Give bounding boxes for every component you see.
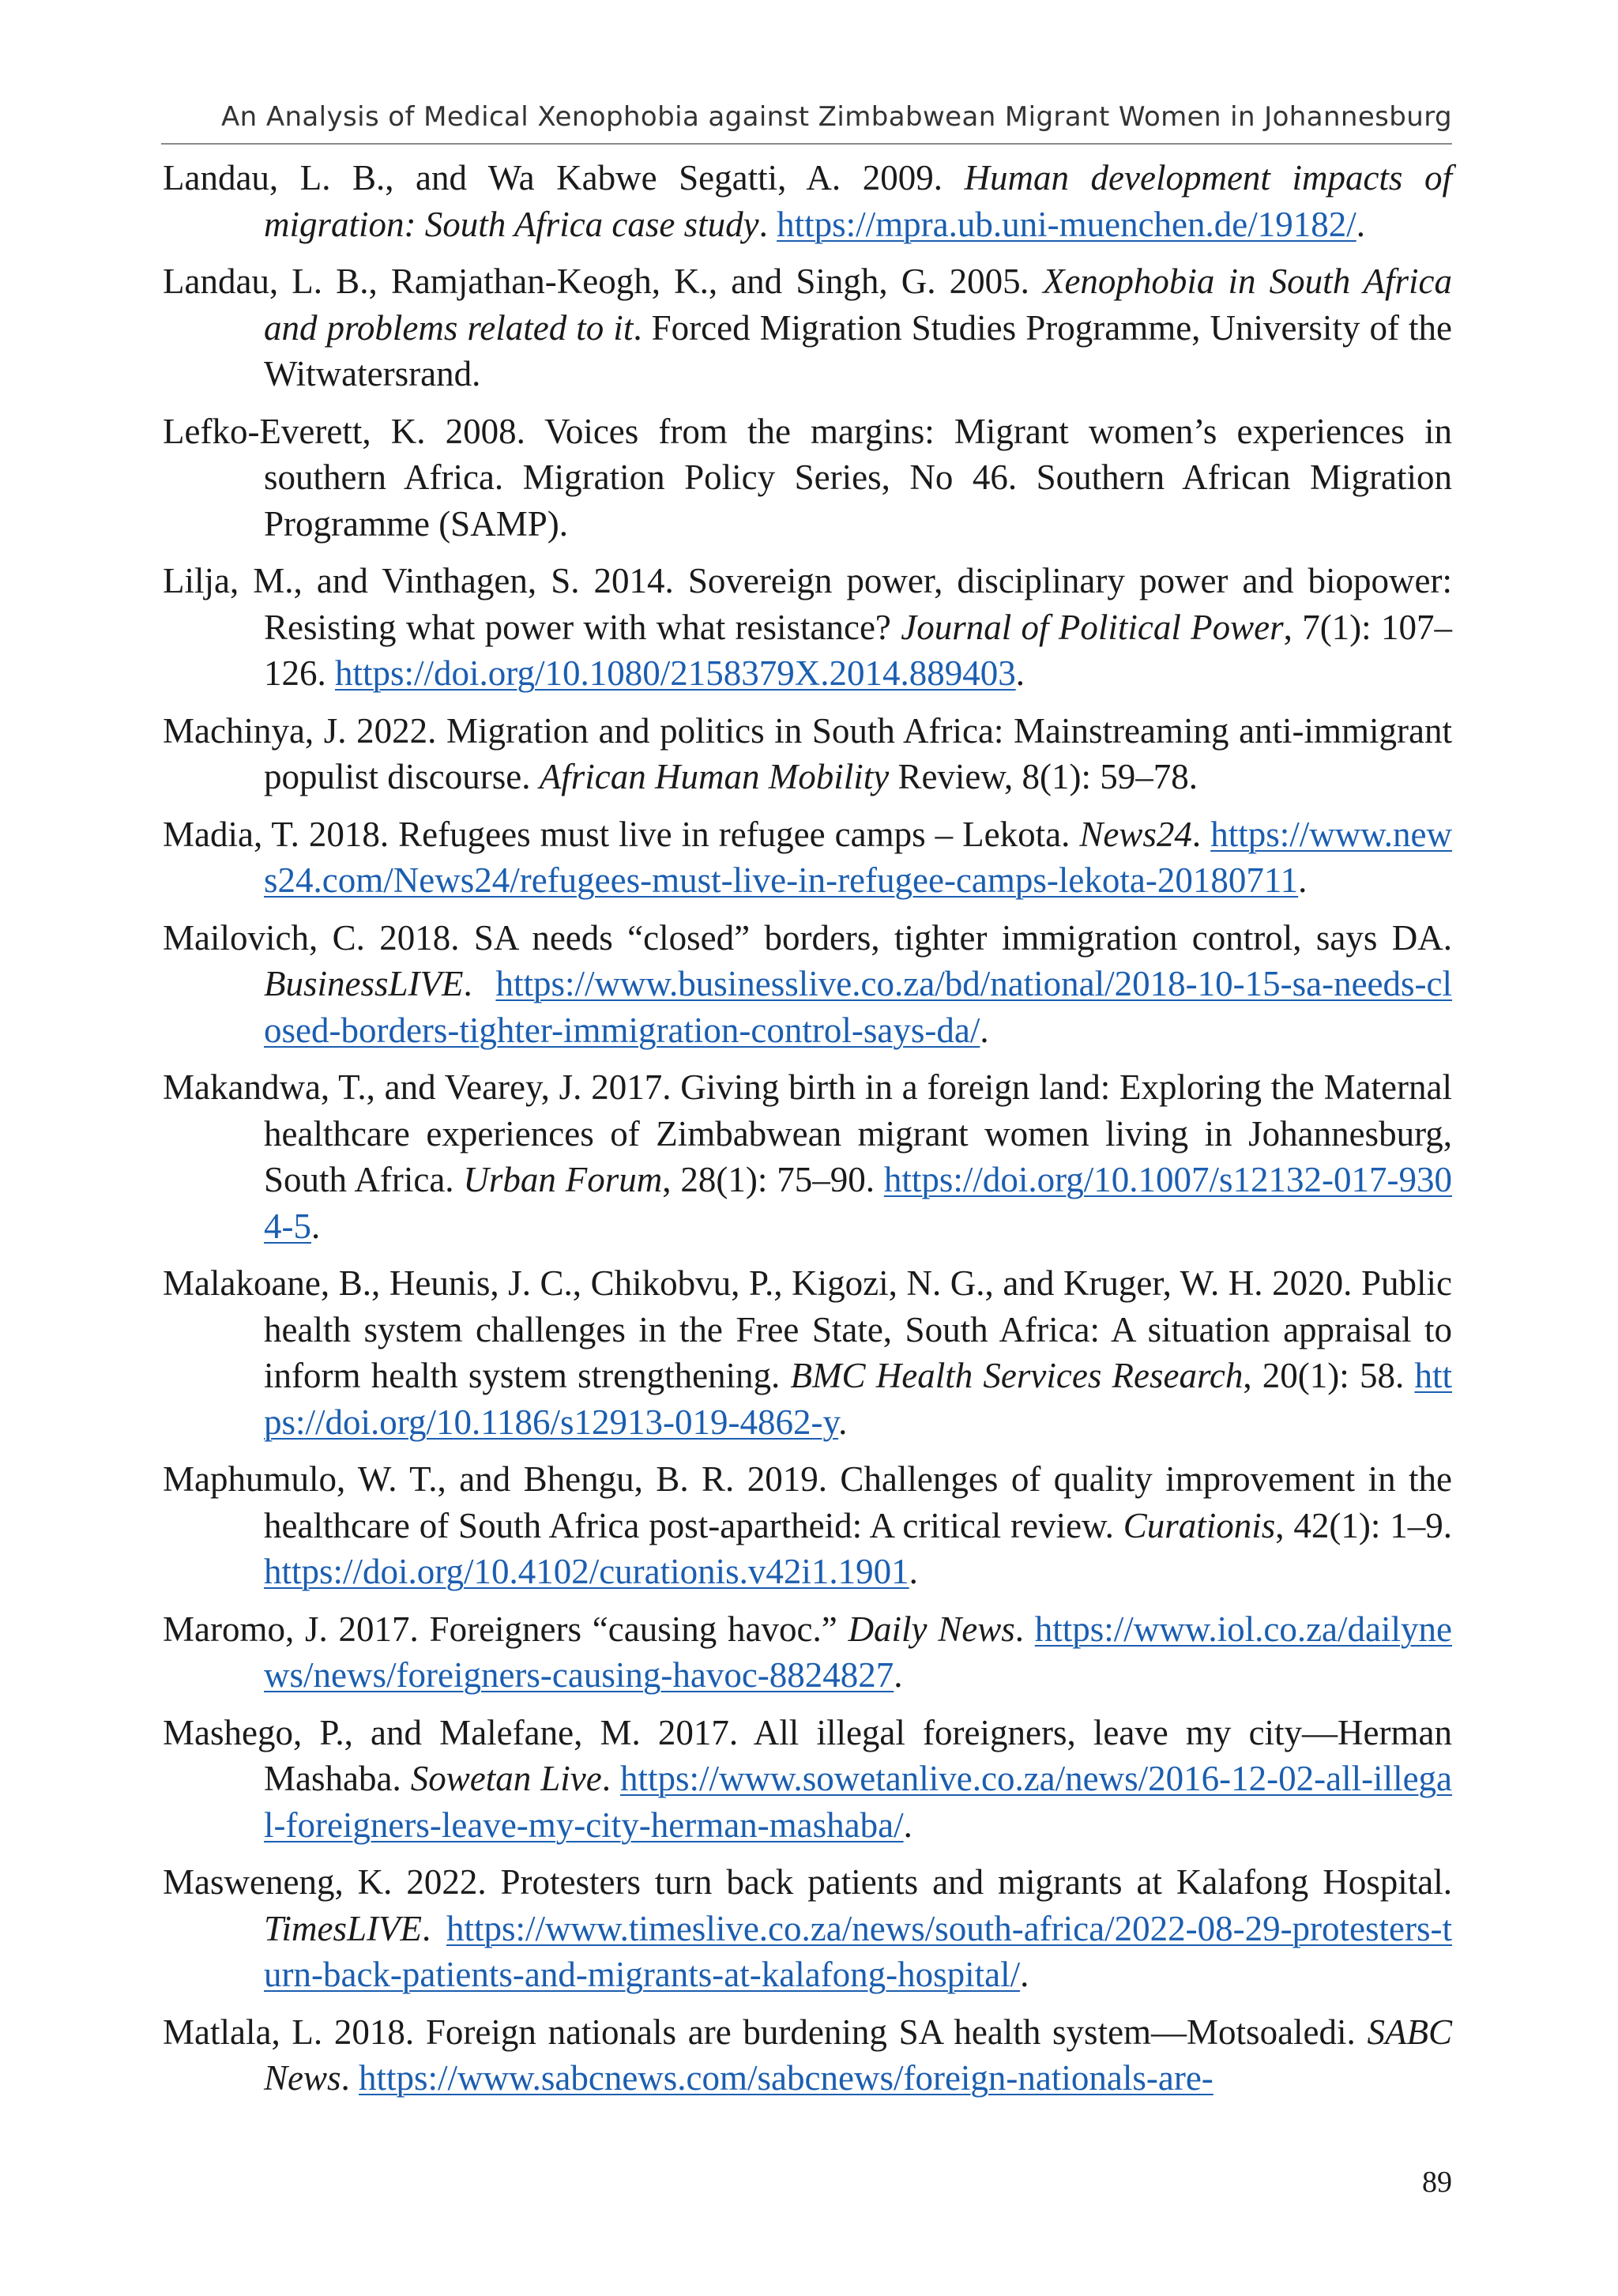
reference-title-italic: Urban Forum — [463, 1160, 663, 1199]
reference-text: . — [341, 2058, 359, 2098]
reference-link[interactable]: https://www.businesslive.co.za/bd/national/2018-10-15-sa-needs-closed-borders-tighter-immigration-control-says-da/ — [264, 964, 1452, 1050]
reference-link[interactable]: https://www.sabcnews.com/sabcnews/foreign-nationals-are- — [359, 2058, 1214, 2098]
reference-title-italic: Sowetan Live — [410, 1759, 602, 1798]
reference-link[interactable]: https://doi.org/10.4102/curationis.v42i1.1901 — [264, 1552, 909, 1591]
reference-text: . — [601, 1759, 620, 1798]
reference-text: Madia, T. 2018. Refugees must live in refugee camps – Lekota. — [163, 814, 1080, 854]
reference-punctuation: . — [311, 1206, 321, 1246]
reference-punctuation: . — [1356, 204, 1365, 244]
reference-entry — [163, 408, 1452, 548]
reference-entry — [163, 811, 1452, 904]
reference-text: Lilja, M., and Vinthagen, S. 2014. Sovereign power, disciplinary power and biopower: Resisting what power with what resistance? — [163, 561, 1452, 647]
reference-list — [163, 155, 1452, 2113]
reference-punctuation: . — [1015, 653, 1025, 693]
reference-title-italic: TimesLIVE — [264, 1908, 423, 1948]
header-rule — [161, 143, 1452, 145]
reference-text: Review, 8(1): 59–78. — [889, 757, 1198, 796]
reference-title-italic: SABC News — [264, 2012, 1452, 2098]
reference-text: Maromo, J. 2017. Foreigners “causing havoc.” — [163, 1609, 849, 1649]
reference-text: , 20(1): 58. — [1243, 1356, 1415, 1395]
reference-title-italic: Curationis — [1123, 1505, 1276, 1545]
reference-text: Mailovich, C. 2018. SA needs “closed” borders, tighter immigration control, says DA. — [163, 917, 1452, 958]
reference-link[interactable]: https://doi.org/10.1080/2158379X.2014.889403 — [335, 653, 1016, 693]
reference-punctuation: . — [980, 1010, 989, 1050]
reference-entry — [163, 1456, 1452, 1595]
reference-text: Matlala, L. 2018. Foreign nationals are burdening SA health system—Motsoaledi. — [163, 2012, 1368, 2052]
reference-title-italic: BMC Health Services Research — [790, 1356, 1244, 1395]
reference-text: Lefko-Everett, K. 2008. Voices from the margins: Migrant women’s experiences in southern Africa. Migration Policy Series, No 46. Southern African Migration Programme (SAMP). — [163, 411, 1452, 544]
reference-link[interactable]: https://www.sowetanlive.co.za/news/2016-12-02-all-illegal-foreigners-leave-my-city-herman-mashaba/ — [264, 1759, 1453, 1845]
reference-punctuation: . — [1020, 1955, 1029, 1994]
reference-title-italic: BusinessLIVE — [264, 964, 464, 1003]
reference-text: Mashego, P., and Malefane, M. 2017. All illegal foreigners, leave my city—Herman Mashaba. — [163, 1712, 1452, 1798]
reference-punctuation: . — [903, 1805, 912, 1845]
reference-entry — [163, 2009, 1452, 2102]
reference-text: . — [422, 1908, 446, 1948]
reference-link[interactable]: https://mpra.ub.uni-muenchen.de/19182/ — [777, 204, 1356, 244]
reference-text: Machinya, J. 2022. Migration and politics in South Africa: Mainstreaming anti-immigrant populist discourse. — [163, 710, 1452, 796]
reference-text: , 28(1): 75–90. — [662, 1160, 884, 1199]
reference-text: . — [758, 204, 777, 244]
reference-link[interactable]: https://doi.org/10.1007/s12132-017-9304-5 — [264, 1160, 1452, 1246]
reference-text: Maphumulo, W. T., and Bhengu, B. R. 2019. Challenges of quality improvement in the healthcare of South Africa post-apartheid: A critical review. — [163, 1459, 1452, 1545]
reference-text: Landau, L. B., Ramjathan-Keogh, K., and Singh, G. 2005. — [163, 262, 1043, 301]
reference-title-italic: African Human Mobility — [539, 757, 890, 796]
reference-punctuation: . — [909, 1552, 918, 1591]
reference-text: . — [1014, 1609, 1035, 1649]
reference-entry — [163, 708, 1452, 800]
reference-entry — [163, 558, 1452, 697]
reference-punctuation: . — [894, 1655, 903, 1695]
reference-entry — [163, 1260, 1452, 1445]
reference-text: . — [1191, 814, 1211, 854]
reference-text: Landau, L. B., and Wa Kabwe Segatti, A. 2009. — [163, 158, 965, 198]
reference-text: , 42(1): 1–9. — [1275, 1505, 1452, 1545]
reference-entry — [163, 1710, 1452, 1849]
reference-text: Makandwa, T., and Vearey, J. 2017. Giving birth in a foreign land: Exploring the Maternal healthcare experiences of Zimbabwean migrant women living in Johannesburg, South Africa. — [163, 1067, 1452, 1199]
reference-punctuation: . — [838, 1402, 848, 1442]
reference-text: Masweneng, K. 2022. Protesters turn back patients and migrants at Kalafong Hospital. — [163, 1862, 1452, 1902]
page-number: 89 — [1422, 2166, 1452, 2199]
reference-title-italic: Journal of Political Power — [901, 607, 1284, 647]
reference-title-italic: Human development impacts of migration: South Africa case study — [264, 158, 1452, 244]
reference-text: Malakoane, B., Heunis, J. C., Chikobvu, P., Kigozi, N. G., and Kruger, W. H. 2020. Public health system challenges in the Free State, South Africa: A situation appraisal to inform health system strengthening. — [163, 1263, 1452, 1395]
reference-punctuation: . — [1298, 860, 1308, 900]
reference-link[interactable]: https://www.news24.com/News24/refugees-must-live-in-refugee-camps-lekota-20180711 — [264, 814, 1453, 900]
running-header: An Analysis of Medical Xenophobia against Zimbabwean Migrant Women in Johannesburg — [221, 101, 1452, 133]
reference-text: . — [463, 964, 496, 1003]
reference-entry — [163, 1606, 1452, 1699]
reference-entry — [163, 1859, 1452, 1998]
reference-link[interactable]: https://doi.org/10.1186/s12913-019-4862-y — [264, 1356, 1452, 1442]
reference-text: . Forced Migration Studies Programme, University of the Witwatersrand. — [264, 307, 1452, 393]
reference-text: , 7(1): 107–126. — [264, 607, 1452, 693]
reference-title-italic: Xenophobia in South Africa and problems related to it — [264, 262, 1452, 348]
reference-entry — [163, 155, 1452, 247]
reference-entry — [163, 915, 1452, 1054]
reference-title-italic: Daily News — [848, 1609, 1015, 1649]
reference-entry — [163, 1064, 1452, 1249]
reference-title-italic: News24 — [1079, 814, 1192, 854]
reference-link[interactable]: https://www.iol.co.za/dailynews/news/foreigners-causing-havoc-8824827 — [264, 1609, 1452, 1695]
reference-entry — [163, 258, 1452, 397]
reference-link[interactable]: https://www.timeslive.co.za/news/south-africa/2022-08-29-protesters-turn-back-patients-and-migrants-at-kalafong-hospital/ — [264, 1908, 1452, 1994]
